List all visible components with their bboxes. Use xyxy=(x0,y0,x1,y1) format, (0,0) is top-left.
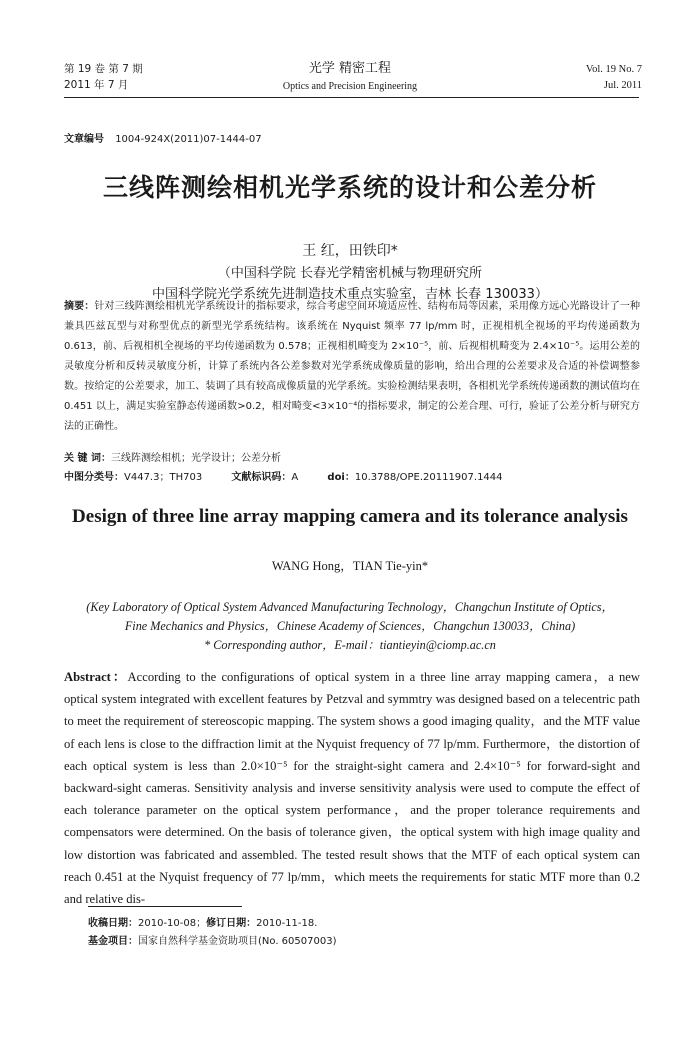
keywords-cn-label: 关 键 词： xyxy=(64,453,111,464)
keywords-cn-text: 三线阵测绘相机；光学设计；公差分析 xyxy=(110,453,281,464)
header-date-en: Jul. 2011 xyxy=(603,80,642,91)
affiliation-en-line2: Fine Mechanics and Physics，Chinese Academy of Sciences，Changchun 130033，China) xyxy=(124,619,576,633)
affiliation-en-line1: (Key Laboratory of Optical System Advanced Manufacturing Technology，Changchun Institute of Optics， xyxy=(86,600,614,614)
abstract-cn xyxy=(64,297,640,437)
clc-label: 中图分类号： xyxy=(64,472,124,483)
header-volume-issue-en: Vol. 19 No. 7 xyxy=(585,64,642,75)
classification xyxy=(64,468,640,488)
title-en: Design of three line array mapping camera and its tolerance analysis xyxy=(72,506,628,527)
affiliation-cn-line2: 中国科学院光学系统先进制造技术重点实验室，吉林 长春 130033） xyxy=(152,287,548,302)
authors-cn: 王 红，田铁印* xyxy=(302,243,398,259)
corresponding-author: * Corresponding author，E-mail：tiantieyin@ciomp.ac.cn xyxy=(204,638,496,652)
authors-en: WANG Hong，TIAN Tie-yin* xyxy=(271,559,429,573)
abstract-en-text: According to the configurations of optical system in a three line array mapping camera，a new optical system integrated with excellent features by Petzval and symmtry was designed based on a telecentric path to meet the requirement of stereoscopic mapping. The system shows a good imaging quality，and the MTF value of each lens is close to the diffraction limit at the Nyquist frequency of 77 lp/mm. Furthermore，the distortion of each optical system is less than 2.0×10⁻⁵ for the straight-sight camera and 2.4×10⁻⁵ for forward-sight and backward-sight cameras. Sensitivity analysis and inverse sensitivity analysis were used to compute the effect of each tolerance parameter on the optical system performance，and the proper tolerance requirements and compensators were determined. On the basis of tolerance given，the optical system with high image quality and low distortion was fabricated and assembled. The tested result shows that the MTF of each optical system can reach 0.451 at the Nyquist frequency of 77 lp/mm，which meets the requirements for static MTF more than 0.2 and relative dis- xyxy=(64,670,640,907)
article-number-value: 1004-924X(2011)07-1444-07 xyxy=(115,134,262,145)
doc-code-label: 文献标识码： xyxy=(231,472,292,483)
fund-label: 基金项目： xyxy=(88,936,138,947)
doc-code-value: A xyxy=(291,472,299,483)
revised-value: 2010-11-18. xyxy=(256,918,318,929)
abstract-cn-text: 针对三线阵测绘相机光学系统设计的指标要求，综合考虑空间环境适应性、结构布局等因素，采用像方远心光路设计了一种兼具匹兹瓦型与对称型优点的新型光学系统结构。该系统在 Nyquist 频率 77 lp/mm 时，正视相机全视场的平均传递函数为 0.613，前、后视相机全视场的平均传递函数为 0.578；正视相机畸变为 2×10⁻⁵，前、后视相机畸变为 2.4×10⁻⁵。运用公差的灵敏度分析和反转灵敏度分析，计算了系统内各公差参数对光学系统成像质量的影响，给出合理的公差要求及合适的补偿调整参数。按给定的公差要求，加工、装调了具有较高成像质量的光学系统。实验检测结果表明，各相机光学系统传递函数的测试值均在 0.451 以上，满足实验室静态传递函数>0.2，相对畸变<3×10⁻⁴的指标要求，制定的公差合理、可行，验证了公差分析与研究方法的正确性。 xyxy=(64,301,641,432)
title-cn: 三线阵测绘相机光学系统的设计和公差分析 xyxy=(102,173,597,202)
header-date-cn: 2011 年 7 月 xyxy=(64,79,129,91)
doi-value: 10.3788/OPE.20111907.1444 xyxy=(354,472,503,483)
header-volume-issue-cn: 第 19 卷 第 7 期 xyxy=(64,63,143,75)
revised-label: 修订日期： xyxy=(206,918,257,929)
article-number xyxy=(64,130,262,145)
clc-value: V447.3；TH703 xyxy=(124,472,203,483)
fund-value: 国家自然科学基金资助项目(No. 60507003) xyxy=(138,936,337,947)
received-value: 2010-10-08； xyxy=(138,918,207,929)
header-journal-en: Optics and Precision Engineering xyxy=(282,81,418,92)
header-rule xyxy=(64,97,639,98)
affiliation-cn-line1: （中国科学院 长春光学精密机械与物理研究所 xyxy=(217,266,483,281)
abstract-cn-label: 摘要： xyxy=(64,301,95,312)
doi-label: doi： xyxy=(327,472,355,483)
received-label: 收稿日期： xyxy=(88,918,138,929)
footnote-dates xyxy=(88,916,317,931)
header-journal-cn: 光学 精密工程 xyxy=(308,61,392,76)
keywords-cn xyxy=(64,449,640,469)
footnote-fund xyxy=(88,934,336,949)
abstract-en-label: Abstract： xyxy=(64,670,128,684)
article-number-label: 文章编号 xyxy=(64,134,104,145)
footnote-rule xyxy=(88,906,242,907)
abstract-en xyxy=(64,666,640,910)
